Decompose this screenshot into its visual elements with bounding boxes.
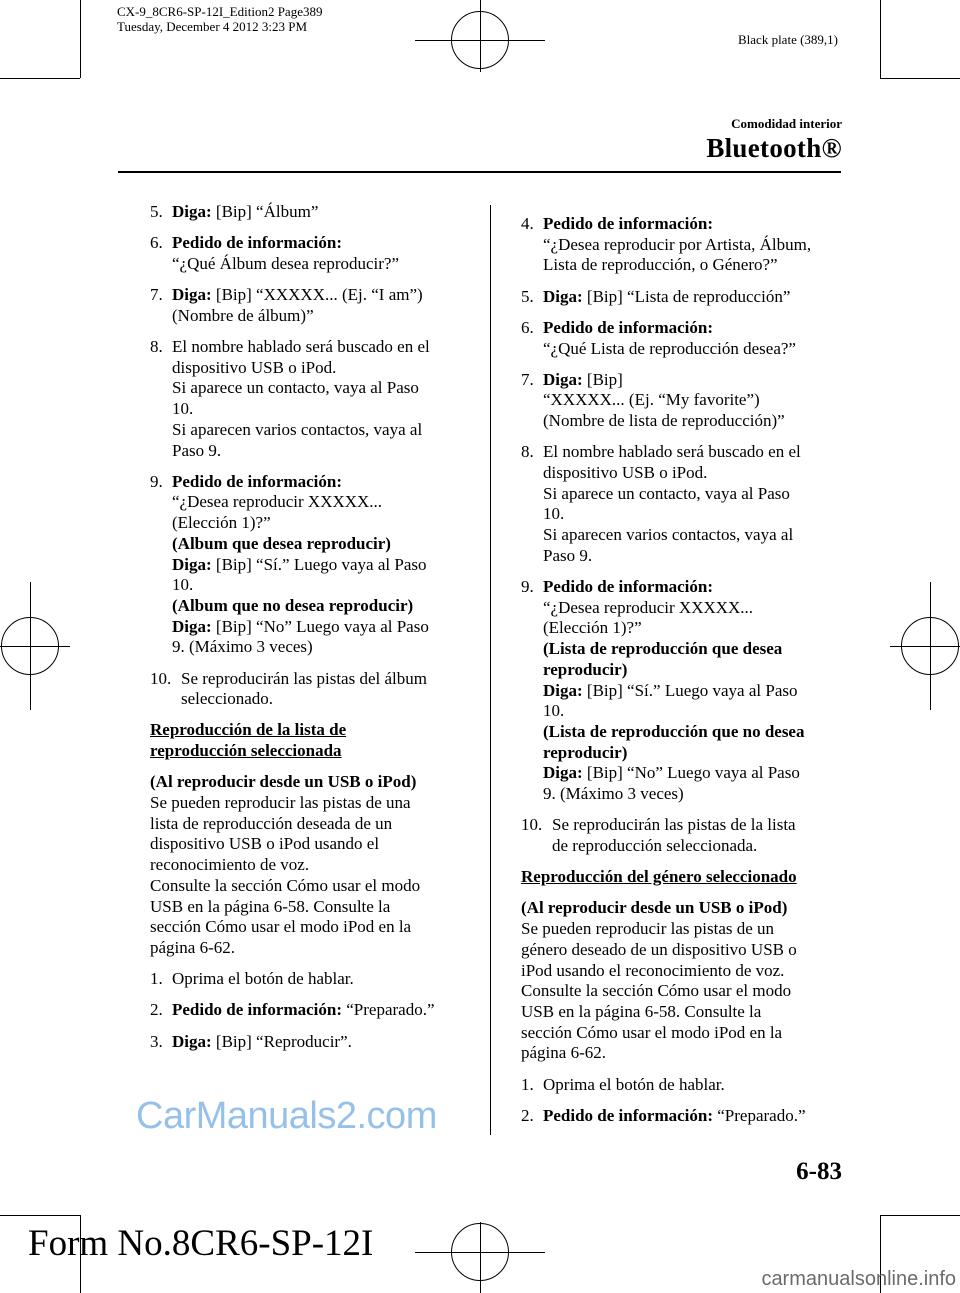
step-8: 8. El nombre hablado será buscado en el dispositivo USB o iPod. Si aparece un contacto, vaya al Paso 10. Si aparecen varios contactos, vaya al Paso 9. xyxy=(150,337,430,460)
subheading-genre: Reproducción del género seleccionado xyxy=(521,867,797,887)
subheading-playlist: Reproducción de la lista de reproducción seleccionada xyxy=(150,720,347,761)
step-7: 7. Diga: [Bip] “XXXXX... (Ej. “My favorite”) (Nombre de lista de reproducción)” xyxy=(521,369,785,431)
step-8: 8. El nombre hablado será buscado en el dispositivo USB o iPod. Si aparece un contacto, vaya al Paso 10. Si aparecen varios contactos, vaya al Paso 9. xyxy=(521,442,801,565)
watermark-carmanualsonline[interactable]: carmanualsonline.info xyxy=(761,1268,956,1290)
section-rule xyxy=(118,171,841,173)
left-column xyxy=(150,202,480,1063)
step-6: 6. Pedido de información: “¿Qué Álbum desea reproducir?” xyxy=(150,233,400,273)
step-4: 4. Pedido de información: “¿Desea reproducir por Artista, Álbum, Lista de reproducción, o Género?” xyxy=(521,214,812,275)
black-plate-label: Black plate (389,1) xyxy=(738,32,838,47)
section-subtitle: Comodidad interior xyxy=(731,116,842,131)
step-10: 10. Se reproducirán las pistas de la lista de reproducción seleccionada. xyxy=(521,815,796,855)
step-6: 6. Pedido de información: “¿Qué Lista de reproducción desea?” xyxy=(521,317,796,358)
paragraph-playlist: (Al reproducir desde un USB o iPod) Se pueden reproducir las pistas de una lista de reproducción deseada de un dispositivo USB o iPod usando el reconocimiento de voz. Consulte la sección Cómo usar el modo USB en la página 6-58. Consulte la sección Cómo usar el modo iPod en la página 6-62. xyxy=(150,772,421,957)
step-7: 7. Diga: [Bip] “XXXXX... (Ej. “I am”) (Nombre de álbum)” xyxy=(150,285,423,325)
step-5: 5. Diga: [Bip] “Álbum” xyxy=(150,202,319,221)
section-title: Bluetooth® xyxy=(706,133,842,163)
genre-step-2: 2. Pedido de información: “Preparado.” xyxy=(521,1105,806,1125)
watermark-carmanuals2[interactable]: CarManuals2.com xyxy=(136,1095,437,1137)
form-number: Form No.8CR6-SP-12I xyxy=(28,1223,374,1264)
print-header-date: Tuesday, December 4 2012 3:23 PM xyxy=(117,19,308,34)
right-column xyxy=(521,214,851,1137)
step-5: 5. Diga: [Bip] “Lista de reproducción” xyxy=(521,286,791,306)
print-header-file: CX-9_8CR6-SP-12I_Edition2 Page389 xyxy=(117,4,323,19)
playlist-step-1: 1. Oprima el botón de hablar. xyxy=(150,969,354,989)
step-10: 10. Se reproducirán las pistas del álbum seleccionado. xyxy=(150,668,427,709)
paragraph-genre: (Al reproducir desde un USB o iPod) Se pueden reproducir las pistas de un género deseado de un dispositivo USB o iPod usando el reconocimiento de voz. Consulte la sección Cómo usar el modo USB en la página 6-58. Consulte la sección Cómo usar el modo iPod en la página 6-62. xyxy=(521,898,797,1063)
playlist-step-2: 2. Pedido de información: “Preparado.” xyxy=(150,1000,435,1020)
print-header xyxy=(117,4,322,34)
step-9: 9. Pedido de información: “¿Desea reproducir XXXXX... (Elección 1)?” (Lista de reproducción que desea reproducir) Diga: [Bip] “Sí.” Luego vaya al Paso 10. (Lista de reproducción que no desea reproducir) Diga: [Bip] “No” Luego vaya al Paso 9. (Máximo 3 veces) xyxy=(521,577,805,804)
column-divider xyxy=(490,205,491,1135)
page-number: 6-83 xyxy=(796,1158,842,1185)
step-9: 9. Pedido de información: “¿Desea reproducir XXXXX... (Elección 1)?” (Album que desea reproducir) Diga: [Bip] “Sí.” Luego vaya al Paso 10. (Album que no desea reproducir) Diga: [Bip] “No” Luego vaya al Paso 9. (Máximo 3 veces) xyxy=(150,471,429,657)
genre-step-1: 1. Oprima el botón de hablar. xyxy=(521,1074,725,1094)
playlist-step-3: 3. Diga: [Bip] “Reproducir”. xyxy=(150,1031,352,1051)
